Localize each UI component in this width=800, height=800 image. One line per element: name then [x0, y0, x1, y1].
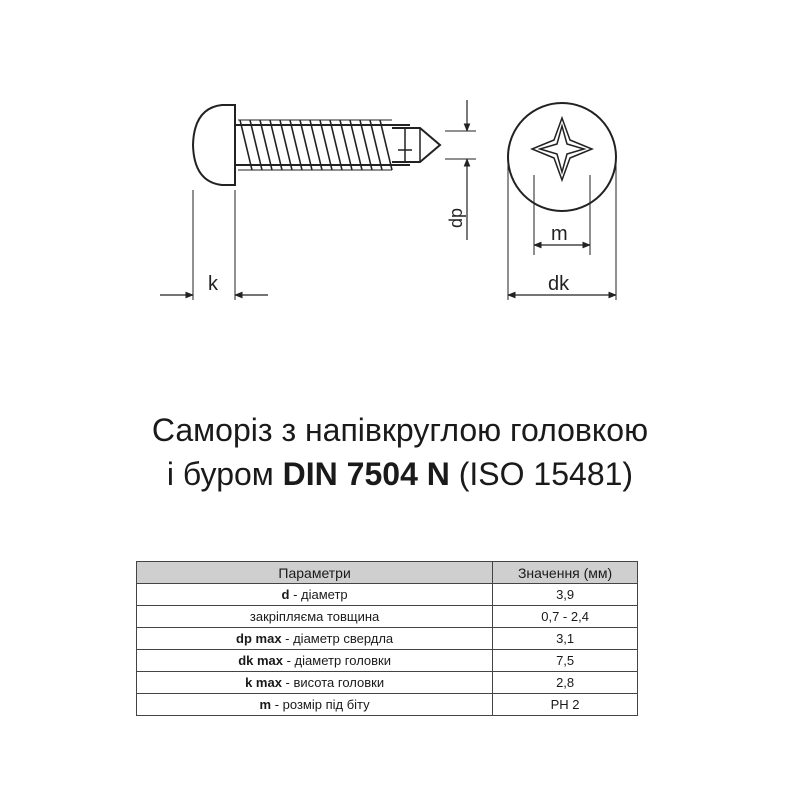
param-cell	[137, 650, 493, 672]
param-key: dp max	[236, 631, 282, 646]
dimension-label-dp: dp	[446, 207, 466, 228]
product-title	[0, 408, 800, 496]
param-cell	[137, 694, 493, 716]
value-cell: PH 2	[493, 694, 638, 716]
table-row	[137, 694, 638, 716]
value-cell: 7,5	[493, 650, 638, 672]
screw-technical-drawing	[0, 0, 800, 340]
table-row	[137, 628, 638, 650]
value-cell: 3,9	[493, 584, 638, 606]
screw-top-view	[508, 103, 616, 300]
table-row	[137, 584, 638, 606]
title-prefix: і буром	[166, 456, 274, 492]
param-desc: - висота головки	[281, 675, 385, 690]
drill-tip-outline	[392, 128, 440, 162]
param-cell	[137, 672, 493, 694]
header-values: Значення (мм)	[493, 562, 638, 584]
param-desc: - діаметр головки	[283, 653, 392, 668]
table-header-row	[137, 562, 638, 584]
screw-head-outline	[193, 105, 235, 185]
param-key: d	[281, 587, 290, 602]
dimension-label-k: k	[208, 273, 218, 295]
title-standard: DIN 7504 N	[282, 456, 450, 492]
header-parameters: Параметри	[137, 562, 493, 584]
param-key: m	[259, 697, 272, 712]
product-title-line1: Саморіз з напівкруглою головкою	[151, 412, 649, 448]
parameters-table	[136, 561, 638, 716]
value-cell: 2,8	[493, 672, 638, 694]
param-cell	[137, 628, 493, 650]
dimension-label-dk: dk	[548, 273, 570, 295]
param-key: dk max	[238, 653, 283, 668]
param-cell	[137, 606, 493, 628]
table-row	[137, 650, 638, 672]
param-cell	[137, 584, 493, 606]
param-desc: закріпляєма товщина	[249, 609, 380, 624]
dimension-label-m: m	[551, 223, 568, 245]
product-title-line2	[0, 452, 800, 496]
param-desc: - розмір під біту	[271, 697, 370, 712]
param-desc: - діаметр свердла	[281, 631, 394, 646]
table-row	[137, 606, 638, 628]
screw-side-view	[160, 100, 476, 300]
param-key: k max	[245, 675, 282, 690]
param-desc: - діаметр	[289, 587, 348, 602]
screw-threads	[238, 120, 392, 170]
value-cell: 3,1	[493, 628, 638, 650]
value-cell: 0,7 - 2,4	[493, 606, 638, 628]
table-row	[137, 672, 638, 694]
title-iso: (ISO 15481)	[458, 456, 634, 492]
